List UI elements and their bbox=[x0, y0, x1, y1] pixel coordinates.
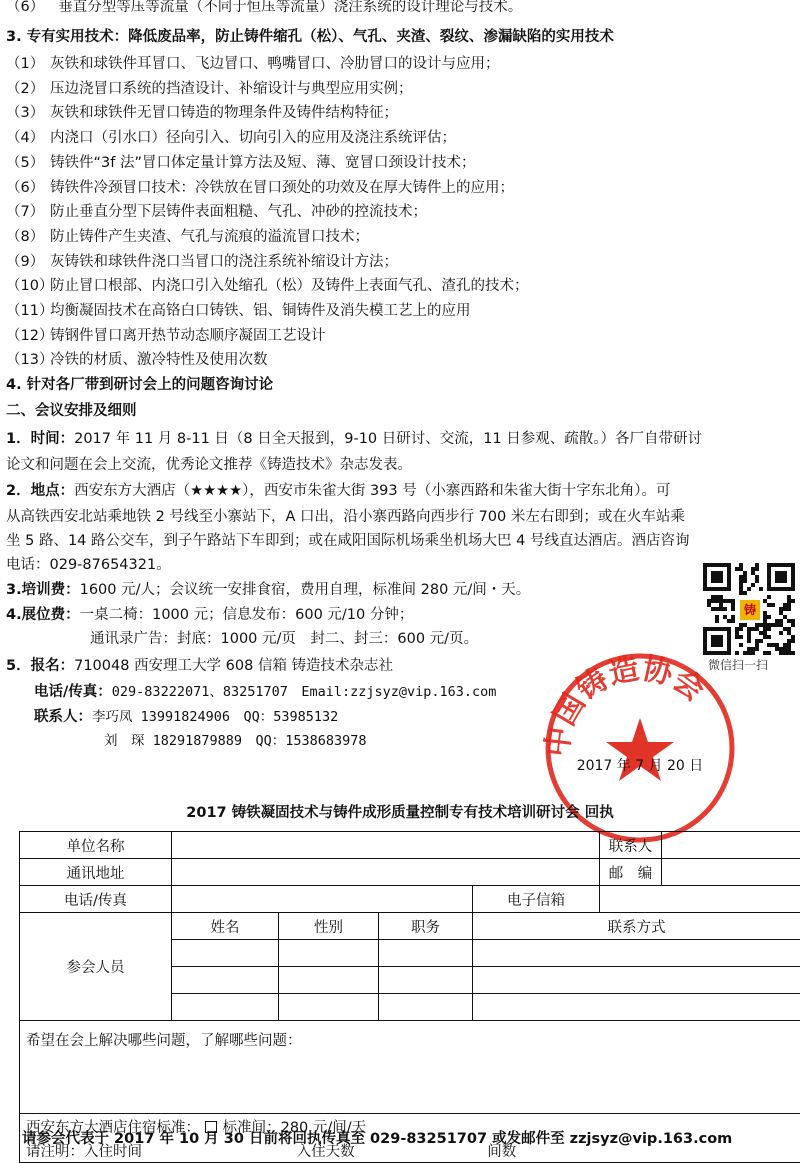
item-6-continued: （6） 垂直分型等压等流量（不同于恒压等流量）浇注系统的设计理论与技术。 bbox=[6, 0, 522, 17]
place-line-2: 从高铁西安北站乘地铁 2 号线至小寨站下，A 口出，沿小寨西路向西步行 700 米左右即到；或在火车站乘 bbox=[6, 507, 685, 527]
item-number: （6） bbox=[6, 178, 50, 198]
col-gender-header: 性别 bbox=[279, 913, 379, 940]
section-3-item bbox=[6, 276, 529, 296]
days-label: 入住天数 bbox=[297, 1144, 355, 1160]
unit-name-label: 单位名称 bbox=[20, 832, 172, 859]
contact-line-2: 刘 琛 18291879889 QQ：1538683978 bbox=[104, 731, 367, 751]
footer-note: 请参会代表于 2017 年 10 月 30 日前将回执传真至 029-83251707 或发邮件至 zzjsyz@vip.163.com bbox=[22, 1129, 732, 1149]
email-field[interactable] bbox=[600, 886, 800, 913]
item-number: （9） bbox=[6, 252, 50, 272]
section-3-item bbox=[6, 350, 268, 370]
exhibit-line-1: 4.展位费：一桌二椅：1000 元；信息发布：600 元/10 分钟； bbox=[6, 605, 413, 625]
item-text: 冷铁的材质、激冷特性及使用次数 bbox=[50, 352, 268, 368]
qr-logo: 铸 bbox=[739, 599, 761, 621]
phone-fax-label: 电话/传真 bbox=[20, 886, 172, 913]
section-3-item bbox=[6, 202, 427, 222]
item-number: （11） bbox=[6, 301, 50, 321]
item-text: 铸铁件冷颈冒口技术：冷铁放在冒口颈处的功效及在厚大铸件上的应用； bbox=[50, 180, 514, 196]
item-number: （7） bbox=[6, 202, 50, 222]
phone-line: 电话/传真：029-83222071、83251707 Email:zzjsyz@vip.163.com bbox=[34, 682, 496, 702]
address-label: 通讯地址 bbox=[20, 859, 172, 886]
item-text: 防止铸件产生夹渣、气孔与流痕的溢流冒口技术； bbox=[50, 229, 369, 245]
item-number: （13） bbox=[6, 350, 50, 370]
item-number: （8） bbox=[6, 227, 50, 247]
qr-caption: 微信扫一扫 bbox=[708, 656, 768, 673]
issues-label: 希望在会上解决哪些问题，了解哪些问题： bbox=[26, 1033, 302, 1049]
fee-line: 3.培训费：1600 元/人；会议统一安排食宿，费用自理，标准间 280 元/间・天。 bbox=[6, 580, 530, 600]
form-title: 2017 铸铁凝固技术与铸件成形质量控制专有技术培训研讨会 回执 bbox=[0, 801, 800, 822]
place-line-4: 电话：029-87654321。 bbox=[6, 555, 171, 575]
unit-name-field[interactable] bbox=[172, 832, 600, 859]
part-2-heading: 二、会议安排及细则 bbox=[6, 401, 137, 421]
checkin-label: 请注明：入住时间 bbox=[26, 1144, 142, 1160]
section-3-item bbox=[6, 128, 456, 148]
phone-fax-field[interactable] bbox=[172, 886, 473, 913]
item-number: （12） bbox=[6, 326, 50, 346]
item-text: 灰铁和球铁件耳冒口、飞边冒口、鸭嘴冒口、冷肋冒口的设计与应用； bbox=[50, 56, 500, 72]
contact-line-1: 联系人：李巧凤 13991824906 QQ：53985132 bbox=[34, 707, 338, 727]
section-3-item bbox=[6, 178, 514, 198]
time-line-1: 1．时间：2017 年 11 月 8-11 日（8 日全天报到，9-10 日研讨、交流，11 日参观、疏散。）各厂自带研讨 bbox=[6, 429, 702, 449]
time-line-2: 论文和问题在会上交流，优秀论文推荐《铸造技术》杂志发表。 bbox=[6, 455, 412, 475]
rooms-label: 间数 bbox=[487, 1144, 516, 1160]
attendee-contact-field[interactable] bbox=[473, 967, 800, 994]
item-text: 均衡凝固技术在高铬白口铸铁、铝、铜铸件及消失模工艺上的应用 bbox=[50, 303, 471, 319]
section-3-item bbox=[6, 326, 326, 346]
contact-person-label: 联系人 bbox=[600, 832, 662, 859]
seal-org-text: 中国铸造协会 bbox=[540, 651, 711, 759]
registration-form bbox=[19, 831, 800, 1163]
postcode-label: 邮 编 bbox=[600, 859, 662, 886]
attendee-gender-field[interactable] bbox=[279, 940, 379, 967]
item-text: 内浇口（引水口）径向引入、切向引入的应用及浇注系统评估； bbox=[50, 130, 456, 146]
attendee-gender-field[interactable] bbox=[279, 967, 379, 994]
item-text: 灰铸铁和球铁件浇口当冒口的浇注系统补缩设计方法； bbox=[50, 254, 398, 270]
section-3-item bbox=[6, 252, 398, 272]
col-name-header: 姓名 bbox=[172, 913, 279, 940]
place-line-3: 坐 5 路、14 路公交车，到子午路站下车即到；或在咸阳国际机场乘坐机场大巴 4 号线直达酒店。酒店咨询 bbox=[6, 531, 689, 551]
item-number: （4） bbox=[6, 128, 50, 148]
email-label: 电子信箱 bbox=[473, 886, 600, 913]
item-text: 防止冒口根部、内浇口引入处缩孔（松）及铸件上表面气孔、渣孔的技术； bbox=[50, 278, 529, 294]
attendee-gender-field[interactable] bbox=[279, 994, 379, 1021]
section-4-heading: 4. 针对各厂带到研讨会上的问题咨询讨论 bbox=[6, 375, 273, 395]
attendee-contact-field[interactable] bbox=[473, 994, 800, 1021]
hotel-label: 西安东方大酒店住宿标准： bbox=[26, 1120, 200, 1136]
section-3-item bbox=[6, 103, 398, 123]
item-text: 防止垂直分型下层铸件表面粗糙、气孔、冲砂的控流技术； bbox=[50, 204, 427, 220]
item-text: 铸铁件“3f 法”冒口体定量计算方法及短、薄、宽冒口颈设计技术； bbox=[50, 155, 475, 171]
item-number: （2） bbox=[6, 79, 50, 99]
seal-date: 2017 年 7 月 20 日 bbox=[577, 757, 704, 774]
section-3-item bbox=[6, 301, 471, 321]
section-3-heading: 3. 专有实用技术：降低废品率，防止铸件缩孔（松）、气孔、夹渣、裂纹、渗漏缺陷的实用技术 bbox=[6, 27, 614, 47]
attendee-position-field[interactable] bbox=[379, 940, 473, 967]
item-text: 压边浇冒口系统的挡渣设计、补缩设计与典型应用实例； bbox=[50, 81, 413, 97]
hotel-option: 标准间：280 元/间/天 bbox=[223, 1120, 367, 1136]
signup-line: 5．报名：710048 西安理工大学 608 信箱 铸造技术杂志社 bbox=[6, 656, 393, 676]
item-number: （3） bbox=[6, 103, 50, 123]
attendee-position-field[interactable] bbox=[379, 967, 473, 994]
wechat-qr-code bbox=[703, 563, 795, 655]
item-number: （5） bbox=[6, 153, 50, 173]
place-line-1: 2．地点：西安东方大酒店（★★★★），西安市朱雀大街 393 号（小寨西路和朱雀大街十字东北角）。可 bbox=[6, 481, 670, 501]
section-3-item bbox=[6, 79, 413, 99]
item-text: 灰铁和球铁件无冒口铸造的物理条件及铸件结构特征； bbox=[50, 105, 398, 121]
attendee-name-field[interactable] bbox=[172, 994, 279, 1021]
section-3-item bbox=[6, 227, 369, 247]
issues-field[interactable] bbox=[20, 1021, 800, 1114]
address-field[interactable] bbox=[172, 859, 600, 886]
exhibit-line-2: 通讯录广告：封底：1000 元/页 封二、封三：600 元/页。 bbox=[90, 629, 478, 649]
item-text: 铸钢件冒口离开热节动态顺序凝固工艺设计 bbox=[50, 328, 326, 344]
col-contact-header: 联系方式 bbox=[473, 913, 800, 940]
attendee-name-field[interactable] bbox=[172, 967, 279, 994]
section-3-item bbox=[6, 153, 475, 173]
attendee-name-field[interactable] bbox=[172, 940, 279, 967]
section-3-item bbox=[6, 54, 500, 74]
attendees-label: 参会人员 bbox=[20, 913, 172, 1021]
item-number: （10） bbox=[6, 276, 50, 296]
attendee-contact-field[interactable] bbox=[473, 940, 800, 967]
item-number: （1） bbox=[6, 54, 50, 74]
attendee-position-field[interactable] bbox=[379, 994, 473, 1021]
postcode-field[interactable] bbox=[662, 859, 800, 886]
col-position-header: 职务 bbox=[379, 913, 473, 940]
contact-person-field[interactable] bbox=[662, 832, 800, 859]
